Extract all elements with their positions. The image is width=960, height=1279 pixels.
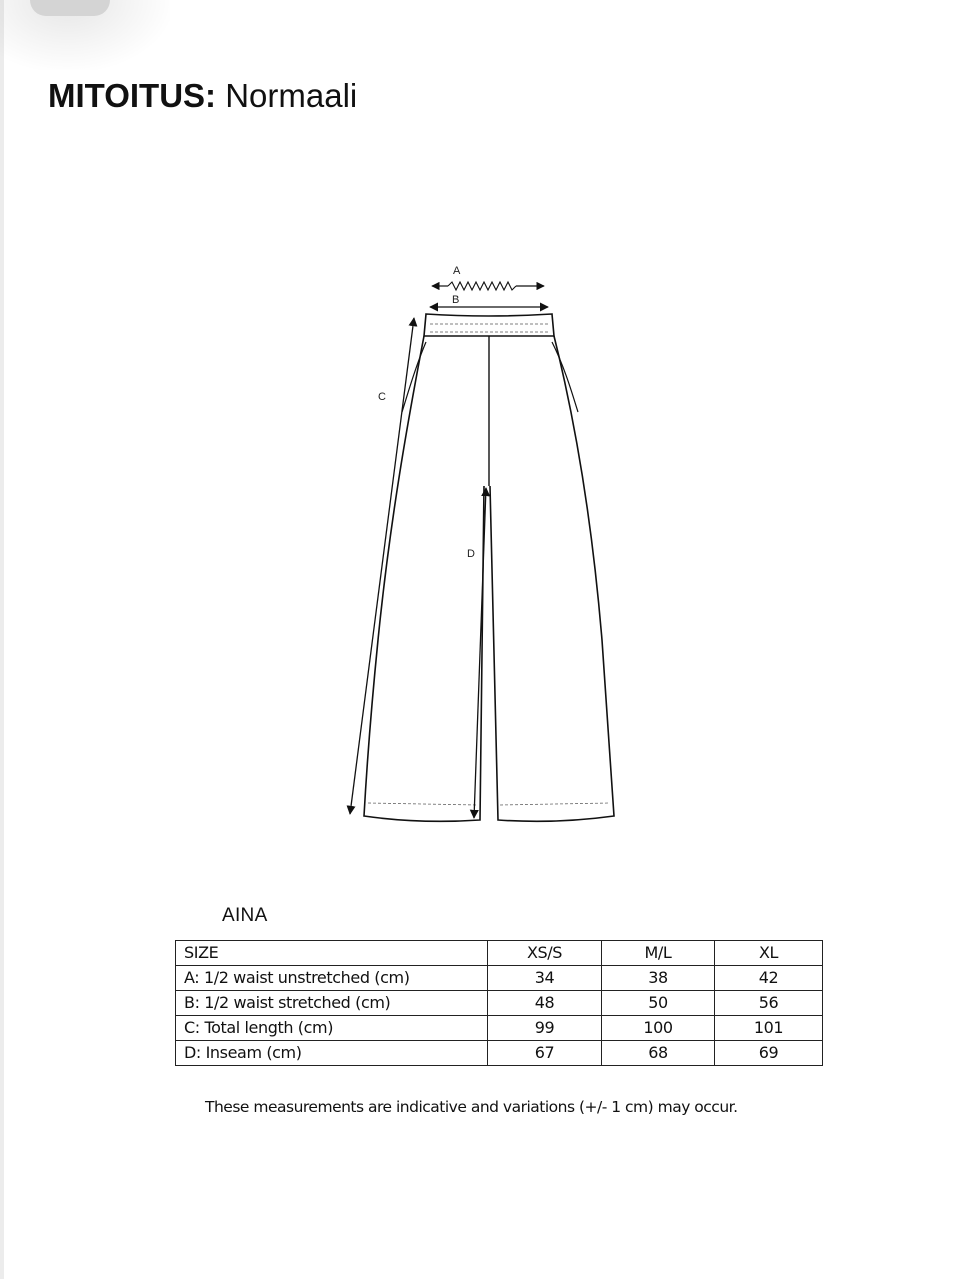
cell-value: 68 bbox=[602, 1041, 715, 1066]
table-row bbox=[176, 1041, 823, 1066]
table-header-xl: XL bbox=[715, 941, 823, 966]
table-header-xs-s: XS/S bbox=[488, 941, 602, 966]
cell-value: 34 bbox=[488, 966, 602, 991]
cell-value: 100 bbox=[602, 1016, 715, 1041]
table-row bbox=[176, 1016, 823, 1041]
cell-value: 67 bbox=[488, 1041, 602, 1066]
measurement-note: These measurements are indicative and variations (+/- 1 cm) may occur. bbox=[205, 1098, 738, 1116]
row-label: A: 1/2 waist unstretched (cm) bbox=[176, 966, 488, 991]
page-left-edge bbox=[0, 0, 4, 1279]
right-hem-stitch bbox=[500, 803, 610, 805]
cell-value: 38 bbox=[602, 966, 715, 991]
cell-value: 99 bbox=[488, 1016, 602, 1041]
table-row bbox=[176, 991, 823, 1016]
left-hem-stitch bbox=[368, 803, 478, 805]
fit-heading-value: Normaali bbox=[225, 77, 358, 114]
cell-value: 50 bbox=[602, 991, 715, 1016]
row-label: D: Inseam (cm) bbox=[176, 1041, 488, 1066]
table-header-row bbox=[176, 941, 823, 966]
fit-heading bbox=[48, 76, 357, 116]
cell-value: 101 bbox=[715, 1016, 823, 1041]
left-leg-outline bbox=[364, 336, 484, 821]
cell-value: 42 bbox=[715, 966, 823, 991]
row-label: C: Total length (cm) bbox=[176, 1016, 488, 1041]
cell-value: 56 bbox=[715, 991, 823, 1016]
cell-value: 69 bbox=[715, 1041, 823, 1066]
table-header-size: SIZE bbox=[176, 941, 488, 966]
left-pocket bbox=[402, 342, 426, 412]
product-name: AINA bbox=[222, 905, 268, 926]
cell-value: 48 bbox=[488, 991, 602, 1016]
table-row bbox=[176, 966, 823, 991]
fit-heading-key: MITOITUS: bbox=[48, 77, 217, 114]
waistband-outline bbox=[424, 314, 554, 336]
corner-tab bbox=[30, 0, 110, 16]
right-leg-outline bbox=[490, 336, 614, 821]
pants-measurement-diagram bbox=[330, 258, 630, 838]
measure-c-label: C bbox=[378, 391, 386, 403]
measure-a-zigzag bbox=[448, 282, 516, 290]
measure-b-label: B bbox=[452, 294, 460, 306]
measure-a-label: A bbox=[453, 265, 461, 277]
right-pocket bbox=[552, 342, 578, 412]
measure-d-label: D bbox=[467, 548, 475, 560]
row-label: B: 1/2 waist stretched (cm) bbox=[176, 991, 488, 1016]
size-table bbox=[175, 940, 823, 1066]
table-header-m-l: M/L bbox=[602, 941, 715, 966]
